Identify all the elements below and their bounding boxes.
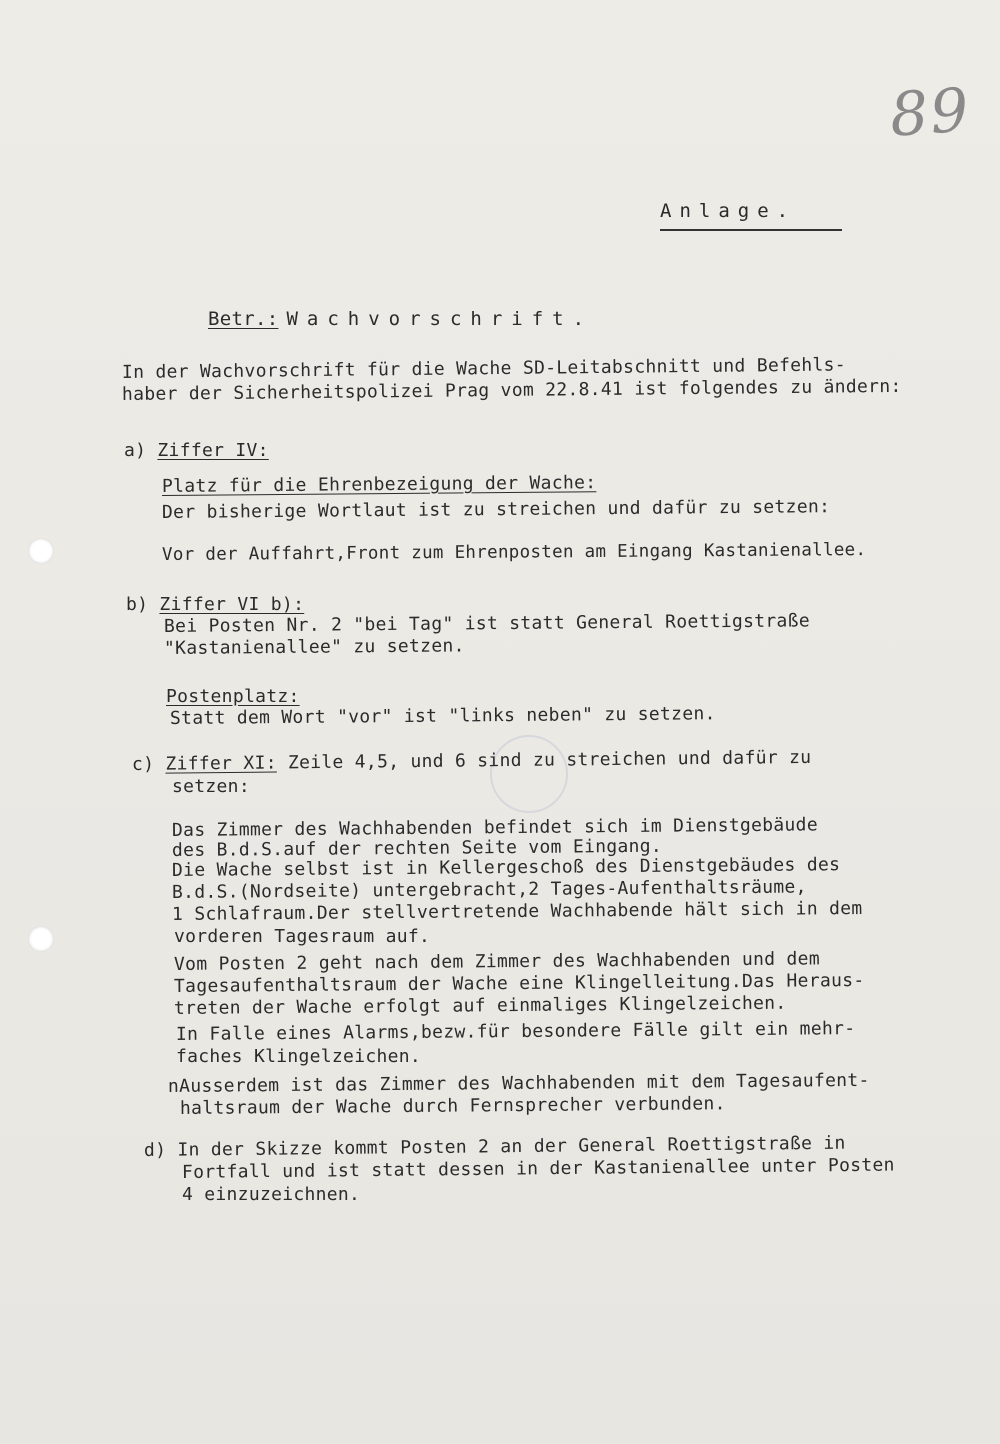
subject-label: Betr.: <box>208 308 279 330</box>
section-b-line: Statt dem Wort "vor" ist "links neben" zu setzen. <box>169 703 716 729</box>
heading-anlage: Anlage. <box>660 200 797 222</box>
section-c-para1: des B.d.S.auf der rechten Seite vom Eingang. <box>171 835 663 861</box>
section-marker: a) <box>124 440 147 461</box>
section-c-line: setzen: <box>172 776 250 797</box>
section-c-para1: Die Wache selbst ist in Kellergeschoß des Dienstgebäudes des <box>171 854 841 881</box>
section-title: Ziffer XI: <box>165 752 277 775</box>
section-title: Ziffer VI b): <box>159 594 305 615</box>
section-c-para1: B.d.S.(Nordseite) untergebracht,2 Tages-Aufenthaltsräume, <box>171 876 807 903</box>
section-a-header <box>124 440 269 462</box>
folio-number: 89 <box>887 75 973 151</box>
punch-hole-bottom <box>28 926 54 952</box>
section-marker: c) <box>131 753 155 775</box>
section-c-para1: vorderen Tagesraum auf. <box>174 926 431 947</box>
section-marker: b) <box>126 594 149 615</box>
section-a-subtitle: Platz für die Ehrenbezeigung der Wache: <box>161 472 597 497</box>
section-b-line: "Kastanienallee" zu setzen. <box>163 635 465 659</box>
section-c-para3: In Falle eines Alarms,bezw.für besondere Fälle gilt ein mehr- <box>175 1018 856 1045</box>
section-c-header <box>132 747 812 776</box>
section-b-line: Bei Posten Nr. 2 "bei Tag" ist statt General Roettigstraße <box>163 610 811 637</box>
section-c-para4: haltsraum der Wache durch Fernsprecher verbunden. <box>179 1093 726 1119</box>
section-d-text: In der Skizze kommt Posten 2 an der General Roettigstraße in <box>177 1132 846 1161</box>
section-c-para4: nAusserdem ist das Zimmer des Wachhabenden mit dem Tagesaufent- <box>167 1069 870 1097</box>
section-title-rest: Zeile 4,5, und 6 sind zu streichen und dafür zu <box>276 746 812 774</box>
section-title: Ziffer IV: <box>157 440 269 461</box>
section-b-header <box>126 594 304 616</box>
punch-hole-top <box>28 538 54 564</box>
section-d-line: 4 einzuzeichnen. <box>182 1184 361 1205</box>
section-a-line: Vor der Auffahrt,Front zum Ehrenposten am Eingang Kastanienallee. <box>161 540 867 565</box>
section-c-para2: Tagesaufenthaltsraum der Wache eine Klingelleitung.Das Heraus- <box>173 969 865 997</box>
intro-line: haber der Sicherheitspolizei Prag vom 22.8.41 ist folgendes zu ändern: <box>121 375 902 405</box>
section-marker: d) <box>143 1139 167 1161</box>
intro-line: In der Wachvorschrift für die Wache SD-Leitabschnitt und Befehls- <box>121 354 846 383</box>
section-c-para2: Vom Posten 2 geht nach dem Zimmer des Wachhabenden und dem <box>173 948 821 975</box>
faint-stamp <box>490 735 568 813</box>
section-b-subtitle: Postenplatz: <box>166 686 300 707</box>
section-d-line: Fortfall und ist statt dessen in der Kastanienallee unter Posten <box>181 1154 895 1183</box>
subject-value: Wachvorschrift. <box>286 308 594 330</box>
subject-line <box>208 308 593 330</box>
section-c-para3: faches Klingelzeichen. <box>176 1046 422 1067</box>
section-a-line: Der bisherige Wortlaut ist zu streichen und dafür zu setzen: <box>161 496 831 523</box>
section-c-para2: treten der Wache erfolgt auf einmaliges Klingelzeichen. <box>173 992 787 1019</box>
section-c-para1: 1 Schlafraum.Der stellvertretende Wachhabende hält sich in dem <box>171 897 863 925</box>
section-c-para1: Das Zimmer des Wachhabenden befindet sich im Dienstgebäude <box>171 814 819 841</box>
heading-underline <box>660 229 842 231</box>
